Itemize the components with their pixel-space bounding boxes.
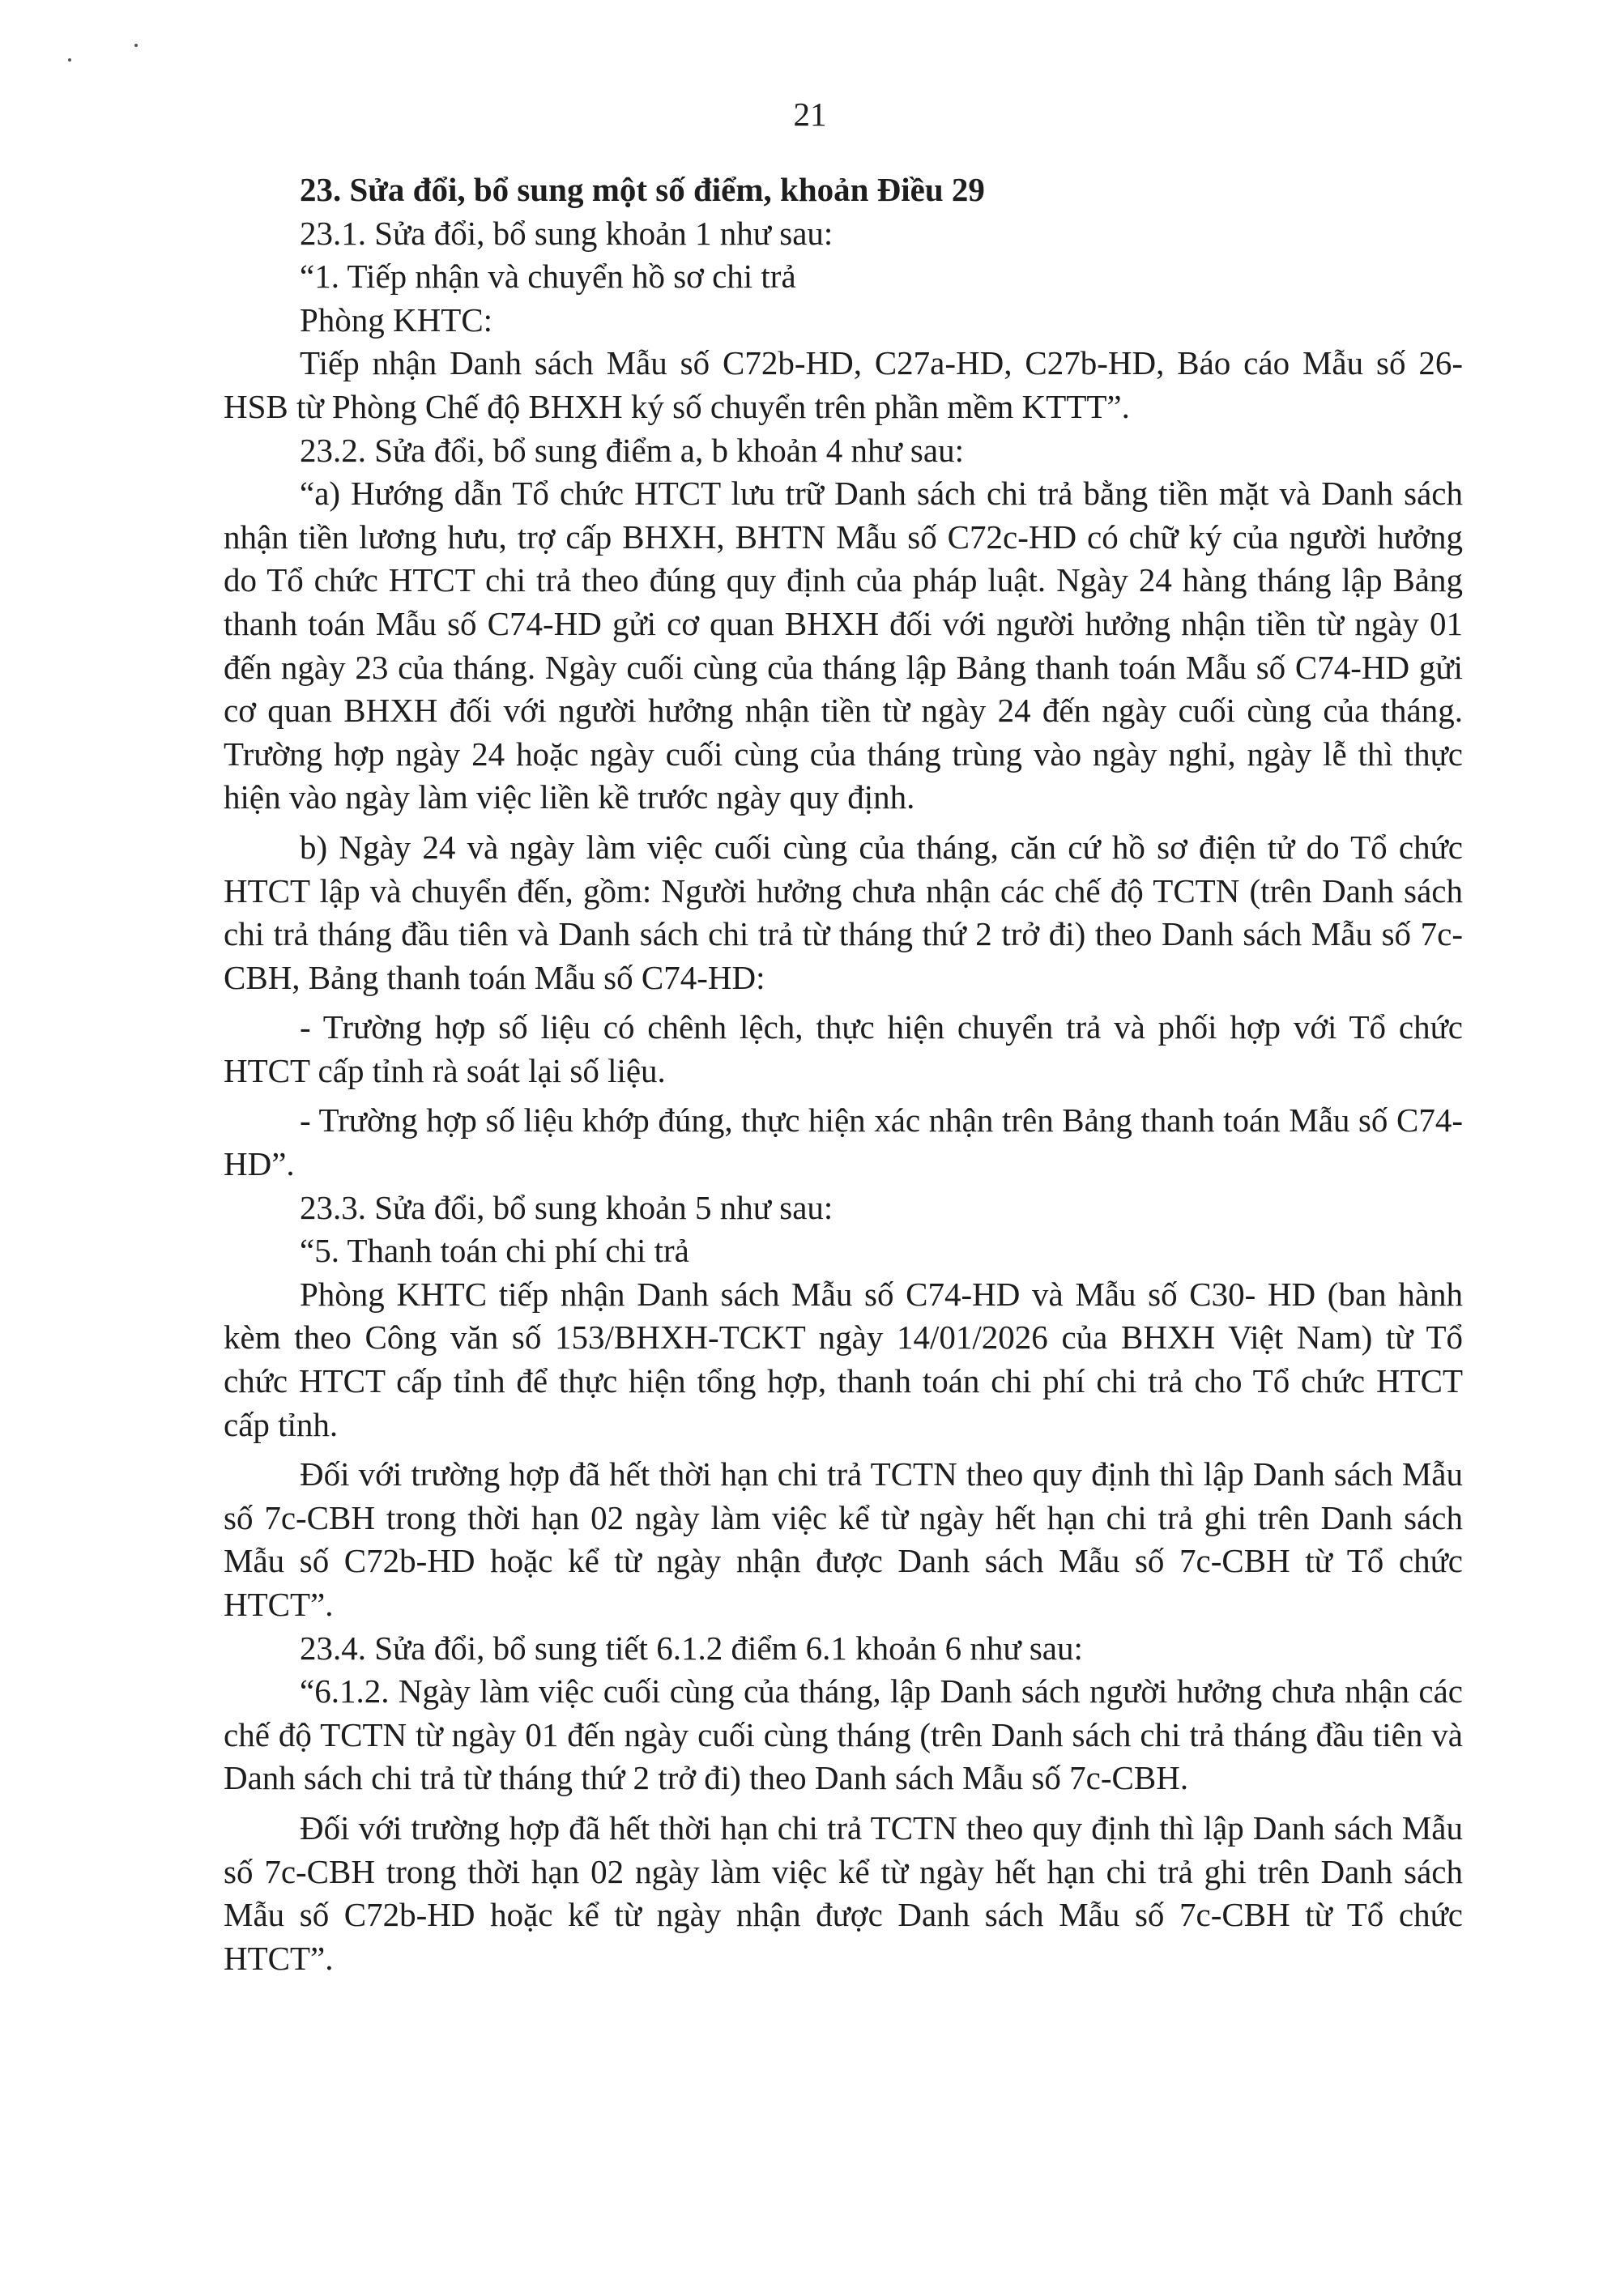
scan-speck <box>68 58 71 62</box>
paragraph: 23.4. Sửa đổi, bổ sung tiết 6.1.2 điểm 6.1 khoản 6 như sau: <box>300 1629 1083 1667</box>
paragraph: Phòng KHTC: <box>300 300 493 339</box>
document-body <box>224 168 1463 1980</box>
paragraph: “1. Tiếp nhận và chuyển hồ sơ chi trả <box>300 258 796 296</box>
paragraph: “5. Thanh toán chi phí chi trả <box>300 1232 689 1270</box>
paragraph: “a) Hướng dẫn Tổ chức HTCT lưu trữ Danh sách chi trả bằng tiền mặt và Danh sách nhận tiền lương hưu, trợ cấp BHXH, BHTN Mẫu số C72c-HD có chữ ký của người hưởng do Tổ chức HTCT chi trả theo đúng quy định của pháp luật. Ngày 24 hàng tháng lập Bảng thanh toán Mẫu số C74-HD gửi cơ quan BHXH đối với người hưởng nhận tiền từ ngày 01 đến ngày 23 của tháng. Ngày cuối cùng của tháng lập Bảng thanh toán Mẫu số C74-HD gửi cơ quan BHXH đối với người hưởng nhận tiền từ ngày 24 đến ngày cuối cùng của tháng. Trường hợp ngày 24 hoặc ngày cuối cùng của tháng trùng vào ngày nghỉ, ngày lễ thì thực hiện vào ngày làm việc liền kề trước ngày quy định. <box>224 475 1463 816</box>
scan-speck <box>134 44 138 47</box>
paragraph: 23.2. Sửa đổi, bổ sung điểm a, b khoản 4 như sau: <box>300 431 964 469</box>
page-number: 21 <box>793 96 827 133</box>
paragraph: - Trường hợp số liệu khớp đúng, thực hiện xác nhận trên Bảng thanh toán Mẫu số C74-HD”. <box>224 1101 1463 1183</box>
paragraph: - Trường hợp số liệu có chênh lệch, thực hiện chuyển trả và phối hợp với Tổ chức HTCT cấp tỉnh rà soát lại số liệu. <box>224 1008 1463 1089</box>
paragraph: 23.3. Sửa đổi, bổ sung khoản 5 như sau: <box>300 1188 833 1226</box>
paragraph: Phòng KHTC tiếp nhận Danh sách Mẫu số C74-HD và Mẫu số C30- HD (ban hành kèm theo Công văn số 153/BHXH-TCKT ngày 14/01/2026 của BHXH Việt Nam) từ Tổ chức HTCT cấp tỉnh để thực hiện tổng hợp, thanh toán chi phí chi trả cho Tổ chức HTCT cấp tỉnh. <box>224 1275 1463 1443</box>
paragraph: 23.1. Sửa đổi, bổ sung khoản 1 như sau: <box>300 214 833 252</box>
paragraph: Đối với trường hợp đã hết thời hạn chi trả TCTN theo quy định thì lập Danh sách Mẫu số 7c-CBH trong thời hạn 02 ngày làm việc kể từ ngày hết hạn chi trả ghi trên Danh sách Mẫu số C72b-HD hoặc kể từ ngày nhận được Danh sách Mẫu số 7c-CBH từ Tổ chức HTCT”. <box>224 1808 1463 1977</box>
paragraph: Tiếp nhận Danh sách Mẫu số C72b-HD, C27a-HD, C27b-HD, Báo cáo Mẫu số 26-HSB từ Phòng Chế độ BHXH ký số chuyển trên phần mềm KTTT”. <box>224 344 1463 425</box>
paragraph: b) Ngày 24 và ngày làm việc cuối cùng của tháng, căn cứ hồ sơ điện tử do Tổ chức HTCT lập và chuyển đến, gồm: Người hưởng chưa nhận các chế độ TCTN (trên Danh sách chi trả tháng đầu tiên và Danh sách chi trả từ tháng thứ 2 trở đi) theo Danh sách Mẫu số 7c-CBH, Bảng thanh toán Mẫu số C74-HD: <box>224 828 1463 996</box>
paragraph: “6.1.2. Ngày làm việc cuối cùng của tháng, lập Danh sách người hưởng chưa nhận các chế độ TCTN từ ngày 01 đến ngày cuối cùng tháng (trên Danh sách chi trả tháng đầu tiên và Danh sách chi trả từ tháng thứ 2 trở đi) theo Danh sách Mẫu số 7c-CBH. <box>224 1672 1463 1797</box>
paragraph: Đối với trường hợp đã hết thời hạn chi trả TCTN theo quy định thì lập Danh sách Mẫu số 7c-CBH trong thời hạn 02 ngày làm việc kể từ ngày hết hạn chi trả ghi trên Danh sách Mẫu số C72b-HD hoặc kể từ ngày nhận được Danh sách Mẫu số 7c-CBH từ Tổ chức HTCT”. <box>224 1455 1463 1623</box>
section-heading: 23. Sửa đổi, bổ sung một số điểm, khoản Điều 29 <box>300 171 985 208</box>
